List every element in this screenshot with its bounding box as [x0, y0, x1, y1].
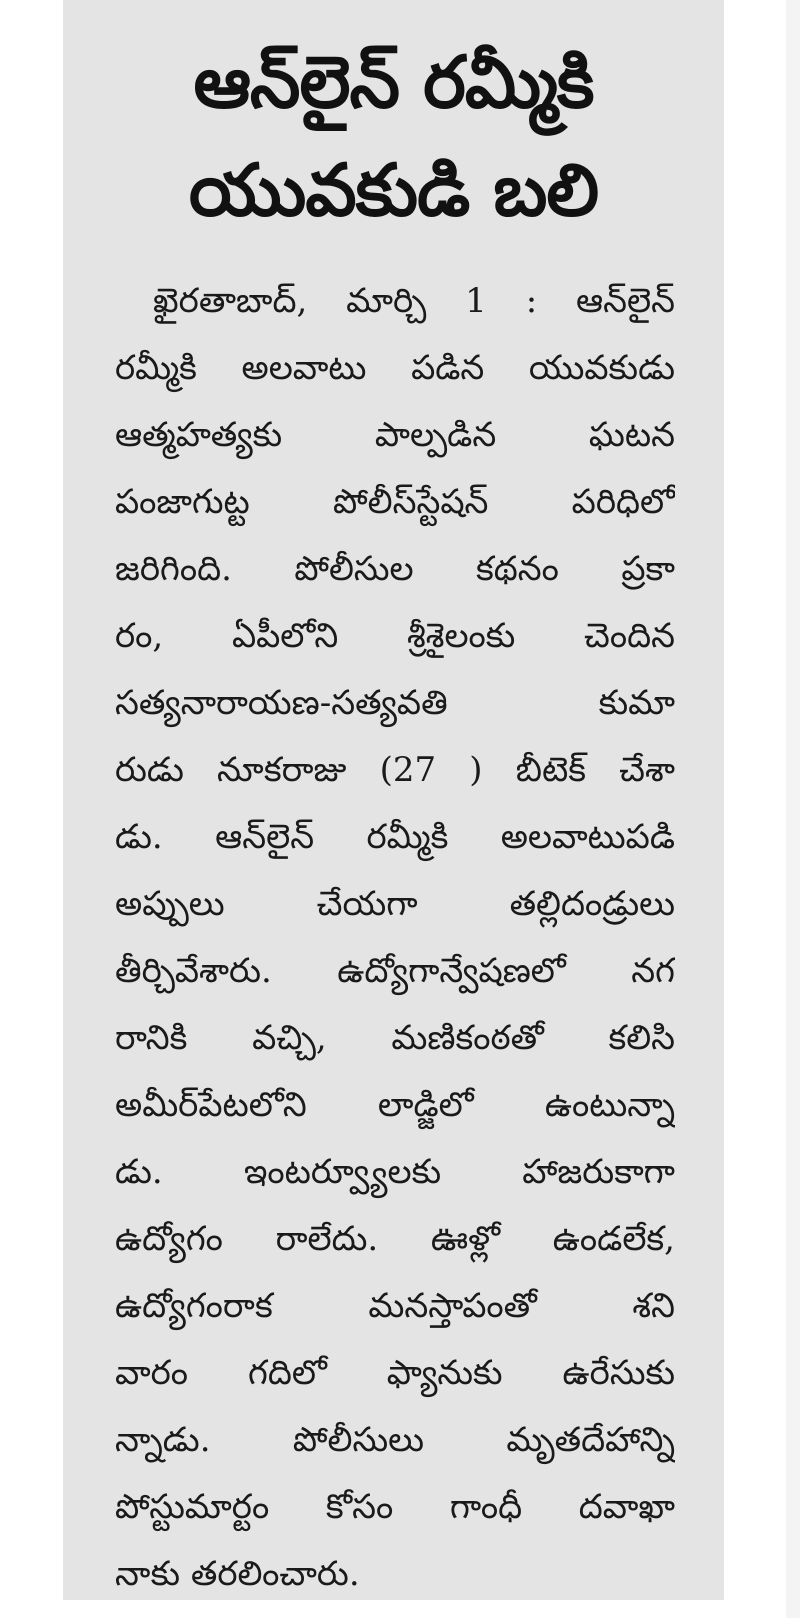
article-line: ఖైరతాబాద్, మార్చి 1 : ఆన్‌లైన్ — [153, 281, 675, 321]
article-line: డు. ఆన్‌లైన్ రమ్మీకి అలవాటుపడి — [115, 817, 675, 857]
article-line: రానికి వచ్చి, మణికంఠతో కలిసి — [115, 1018, 675, 1058]
article-line: రమ్మీకి అలవాటు పడిన యువకుడు — [115, 348, 675, 388]
article-line: పోస్టుమార్టం కోసం గాంధీ దవాఖా — [115, 1487, 675, 1527]
article-line: ఉద్యోగం రాలేదు. ఊళ్లో ఉండలేక, — [115, 1219, 675, 1259]
article-line: ఉద్యోగంరాక మనస్తాపంతో శని — [115, 1286, 675, 1326]
article-line: రం, ఏపీలోని శ్రీశైలంకు చెందిన — [115, 616, 675, 656]
article-line: అప్పులు చేయగా తల్లిదండ్రులు — [115, 884, 675, 924]
article-line: న్నాడు. పోలీసులు మృతదేహాన్ని — [115, 1420, 675, 1460]
headline — [63, 0, 724, 244]
article-line: పంజాగుట్ట పోలీస్‌స్టేషన్ పరిధిలో — [115, 482, 675, 522]
article-line: అమీర్‌పేటలోని లాడ్జిలో ఉంటున్నా — [115, 1085, 675, 1125]
headline-line-1: ఆన్‌లైన్ రమ్మీకి — [193, 40, 594, 124]
article-line: రుడు నూకరాజు (27 ) బీటెక్ చేశా — [115, 750, 675, 790]
article-line: జరిగింది. పోలీసుల కథనం ప్రకా — [115, 549, 675, 589]
headline-line-2: యువకుడి బలి — [188, 148, 599, 232]
article-line: తీర్చివేశారు. ఉద్యోగాన్వేషణలో నగ — [115, 951, 675, 991]
article-line: సత్యనారాయణ-సత్యవతి కుమా — [115, 683, 675, 723]
page-edge — [786, 0, 800, 1618]
newspaper-clipping — [63, 0, 724, 1600]
article-body — [115, 268, 675, 1608]
article-line: ఆత్మహత్యకు పాల్పడిన ఘటన — [115, 415, 675, 455]
article-line: డు. ఇంటర్వ్యూలకు హాజరుకాగా — [115, 1152, 675, 1192]
article-line: వారం గదిలో ఫ్యానుకు ఉరేసుకు — [115, 1353, 675, 1393]
article-line: నాకు తరలించారు. — [115, 1554, 360, 1594]
